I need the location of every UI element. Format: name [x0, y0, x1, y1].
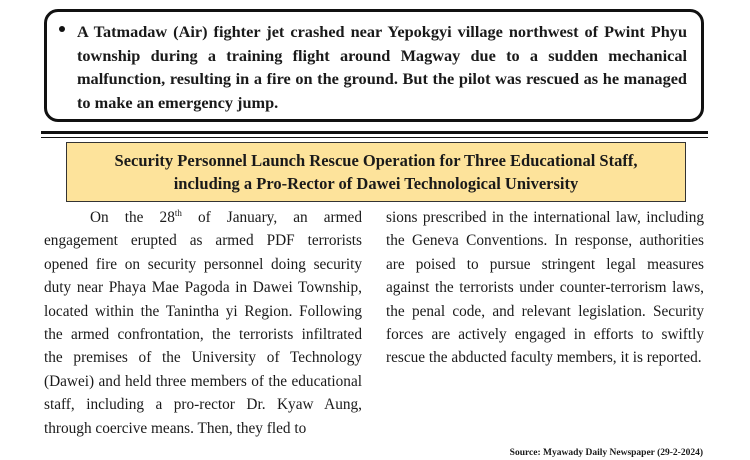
date-intro: On the 28 — [90, 209, 175, 226]
source-citation: Source: Myawady Daily Newspaper (29-2-2024) — [509, 448, 703, 458]
summary-bullet-box — [44, 9, 704, 122]
summary-bullet-text: A Tatmadaw (Air) fighter jet crashed near Yepokgyi village northwest of Pwint Phyu township during a training flight around Magway due to a sudden mechanical malfunction, resulting in a fire on the ground. But the pilot was rescued as he managed to make an emergency jump. — [77, 22, 687, 112]
article-text-left: of January, an armed engagement erupted as armed PDF terrorists opened fire on security personnel doing security duty near Phaya Mae Pagoda in Dawei Township, located within the Tanintha yi Region. Following the armed confrontation, the terrorists infiltrated the premises of the University of Technology (Dawei) and held three members of the educational staff, including a pro-rector Dr. Kyaw Aung, through coercive means. Then, they fled to — [44, 209, 362, 437]
headline-line-2: including a Pro-Rector of Dawei Technological University — [173, 174, 579, 193]
date-ordinal-suffix: th — [174, 207, 182, 218]
headline-line-1: Security Personnel Launch Rescue Operation for Three Educational Staff, — [114, 151, 638, 170]
article-paragraph-left — [44, 206, 362, 440]
article-headline-box — [66, 142, 686, 202]
article-text-right: sions prescribed in the international law, including the Geneva Conventions. In response, authorities are poised to pursue stringent legal measures against the terrorists under counter-terrorism laws, the penal code, and relevant legislation. Security forces are actively engaged in efforts to swiftly rescue the abducted faculty members, it is reported. — [386, 209, 704, 367]
section-divider-thick — [41, 131, 708, 134]
section-divider-thin — [41, 137, 708, 138]
article-column-right — [386, 206, 704, 370]
article-column-left — [44, 206, 362, 440]
bullet-point — [59, 26, 65, 32]
